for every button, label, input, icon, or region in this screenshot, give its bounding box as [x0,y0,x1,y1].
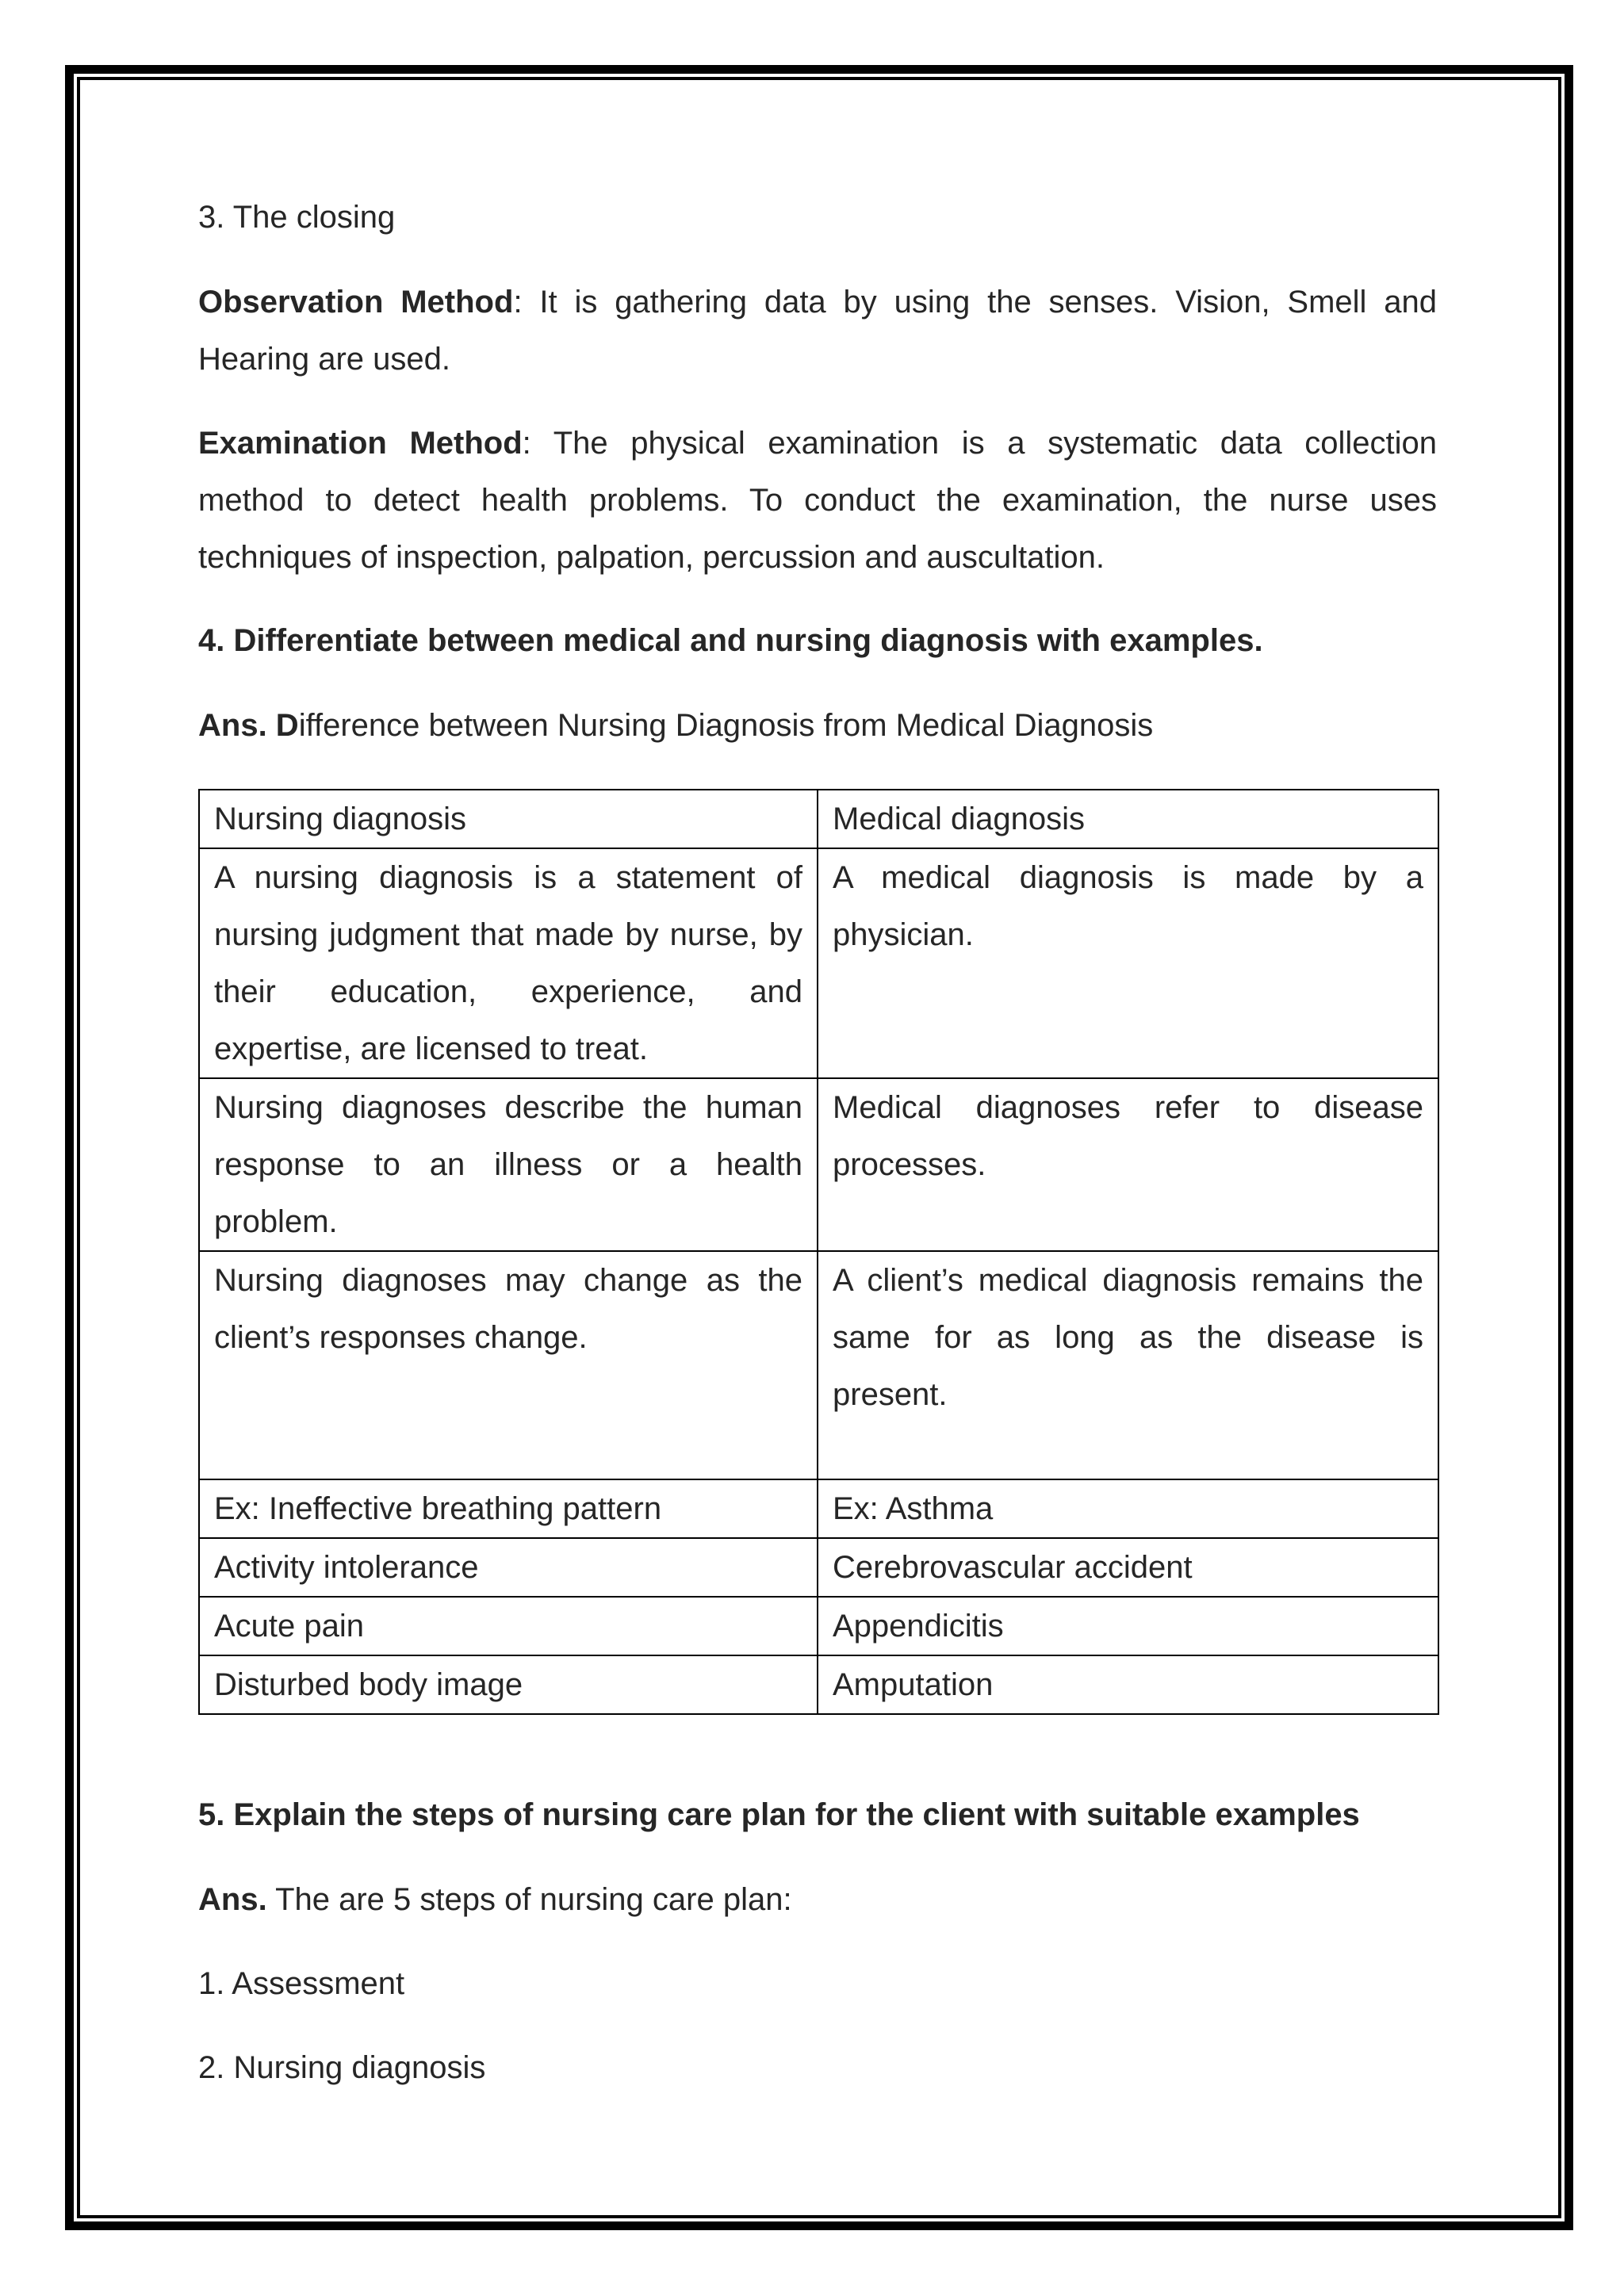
table-row [199,1655,1438,1714]
answer-label: Ans. D [198,708,299,743]
question-5-answer [198,1871,792,1928]
table-cell-medical [818,1078,1438,1251]
table-cell-nursing [199,1078,818,1251]
table-row [199,1479,1438,1538]
cell-line: physician. [833,917,974,952]
observation-paragraph-line1 [198,274,1437,331]
cell-line: nursing judgment that made by nurse, by [214,917,802,952]
table-row [199,1538,1438,1597]
examination-term: Examination Method [198,426,523,461]
table-cell-nursing: Acute pain [199,1597,818,1655]
question-4-answer [198,697,1153,754]
table-cell-nursing: Ex: Ineffective breathing pattern [199,1479,818,1538]
observation-term: Observation Method [198,285,514,320]
table-row [199,1251,1438,1479]
table-cell-nursing [199,848,818,1078]
step-item: 2. Nursing diagnosis [198,2050,486,2085]
table-cell-medical: Ex: Asthma [818,1479,1438,1538]
table-cell-nursing [199,1251,818,1479]
cell-line: expertise, are licensed to treat. [214,1031,648,1066]
table-cell-medical: Amputation [818,1655,1438,1714]
observation-text-2: Hearing are used. [198,342,450,377]
table-row [199,1597,1438,1655]
cell-line: same for as long as the disease is [833,1320,1423,1355]
table-row [199,848,1438,1078]
examination-text-3: techniques of inspection, palpation, percussion and auscultation. [198,540,1105,575]
cell-line: A nursing diagnosis is a statement of [214,860,802,895]
table-cell-nursing: Activity intolerance [199,1538,818,1597]
cell-line: A client’s medical diagnosis remains the [833,1263,1423,1298]
answer-text: The are 5 steps of nursing care plan: [266,1882,792,1917]
examination-text-1: : The physical examination is a systematic data collection [522,426,1437,461]
cell-line: Nursing diagnoses may change as the [214,1263,802,1298]
table-row [199,1078,1438,1251]
examination-paragraph-line1 [198,415,1437,472]
observation-text-1: : It is gathering data by using the senses. Vision, Smell and [513,285,1438,320]
table-cell-medical: Appendicitis [818,1597,1438,1655]
table-header-row [199,790,1438,848]
answer-label: Ans. [198,1882,267,1917]
cell-line: client’s responses change. [214,1320,588,1355]
cell-line: processes. [833,1147,986,1182]
closing-item: 3. The closing [198,200,396,235]
header-medical-diagnosis: Medical diagnosis [818,790,1438,848]
cell-line: their education, experience, and [214,974,802,1009]
answer-text: ifference between Nursing Diagnosis from Medical Diagnosis [298,708,1154,743]
cell-line: Medical diagnoses refer to disease [833,1090,1423,1125]
step-item: 1. Assessment [198,1966,405,2001]
table-cell-medical [818,1251,1438,1479]
cell-line: Nursing diagnoses describe the human [214,1090,802,1125]
cell-line: present. [833,1377,948,1412]
question-4-heading: 4. Differentiate between medical and nursing diagnosis with examples. [198,623,1263,658]
cell-line: problem. [214,1204,338,1239]
table-cell-nursing: Disturbed body image [199,1655,818,1714]
examination-text-2: method to detect health problems. To conduct the examination, the nurse uses [198,483,1437,518]
cell-line: A medical diagnosis is made by a [833,860,1423,895]
header-nursing-diagnosis: Nursing diagnosis [199,790,818,848]
table-cell-medical [818,848,1438,1078]
question-5-heading: 5. Explain the steps of nursing care plan for the client with suitable examples [198,1797,1360,1832]
cell-line: response to an illness or a health [214,1147,802,1182]
diagnosis-comparison-table [198,789,1439,1715]
table-cell-medical: Cerebrovascular accident [818,1538,1438,1597]
